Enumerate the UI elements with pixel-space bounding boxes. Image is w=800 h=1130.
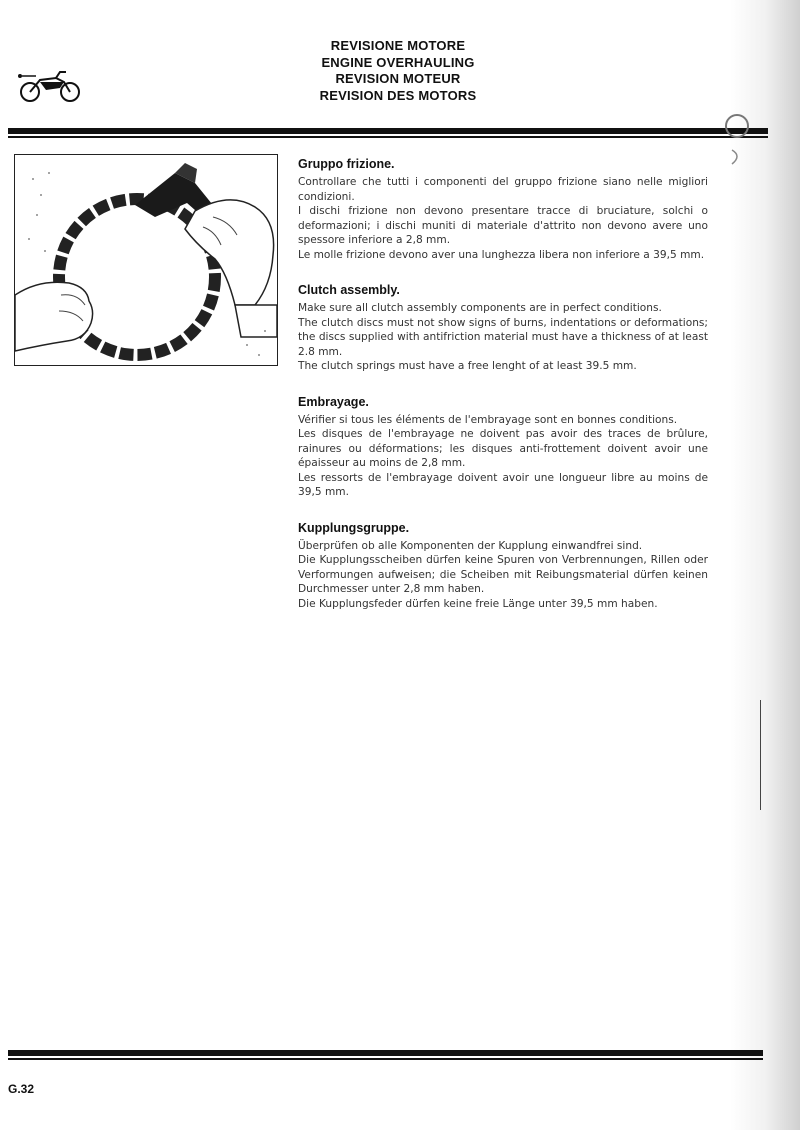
paragraph: Les ressorts de l'embrayage doivent avoir une longueur libre au moins de 39,5 mm.	[298, 471, 708, 498]
page-number: G.32	[8, 1082, 35, 1096]
header-title-it: REVISIONE MOTORE	[330, 38, 466, 53]
bottom-rule	[8, 1050, 763, 1060]
paragraph: Die Kupplungsfeder dürfen keine freie Länge unter 39,5 mm haben.	[298, 597, 658, 610]
top-rule	[8, 128, 768, 138]
section-heading: Kupplungsgruppe.	[298, 520, 410, 535]
paragraph: Make sure all clutch assembly components are in perfect conditions.	[298, 302, 662, 314]
paragraph: Vérifier si tous les éléments de l'embrayage sont en bonnes conditions.	[298, 413, 678, 426]
section-heading: Embrayage.	[298, 394, 369, 409]
binder-ring-icon	[720, 112, 754, 170]
header-title-fr: REVISION MOTEUR	[335, 71, 461, 86]
header-title-en: ENGINE OVERHAULING	[321, 54, 475, 70]
paragraph: Die Kupplungsscheiben dürfen keine Spuren von Verbrennungen, Rillen oder Verformungen aufweisen; die Scheiben mit Reibungsmaterial dürfen keinen Durchmesser unter 2,8 mm haben.	[298, 554, 708, 595]
paragraph: The clutch springs must have a free lenght of at least 39.5 mm.	[298, 360, 637, 372]
text-column	[298, 157, 708, 632]
clutch-disc-hands-illustration	[15, 155, 277, 365]
section-heading: Clutch assembly.	[298, 283, 400, 297]
paragraph: Controllare che tutti i componenti del gruppo frizione siano nelle migliori condizioni.	[298, 176, 708, 203]
paragraph: Überprüfen ob alle Komponenten der Kupplung einwandfrei sind.	[298, 539, 643, 552]
paragraph: Le molle frizione devono aver una lunghezza libera non inferiore a 39,5 mm.	[298, 248, 705, 261]
paragraph: Les disques de l'embrayage ne doivent pas avoir des traces de brûlure, rainures ou déformations; les disques anti-frottement doivent avoir une épaisseur au moins de 2,8 mm.	[298, 428, 708, 469]
section-heading: Gruppo frizione.	[298, 157, 395, 171]
scan-edge-mark	[760, 700, 761, 810]
section-english	[298, 283, 708, 374]
header-title-de: REVISION DES MOTORS	[319, 87, 477, 103]
clutch-disc-figure	[14, 154, 278, 366]
section-german	[298, 521, 708, 612]
paragraph: The clutch discs must not show signs of burns, indentations or deformations; the discs supplied with antifriction material must have a thickness of at least 2.8 mm.	[298, 316, 708, 358]
motorcycle-icon	[16, 68, 84, 104]
section-french	[298, 395, 708, 500]
section-italian	[298, 157, 708, 262]
paragraph: I dischi frizione non devono presentare tracce di bruciature, solchi o deformazioni; i dischi muniti di materiale d'attrito non devono avere uno spessore inferiore a 2,8 mm.	[298, 205, 708, 246]
header-titles	[268, 38, 528, 104]
